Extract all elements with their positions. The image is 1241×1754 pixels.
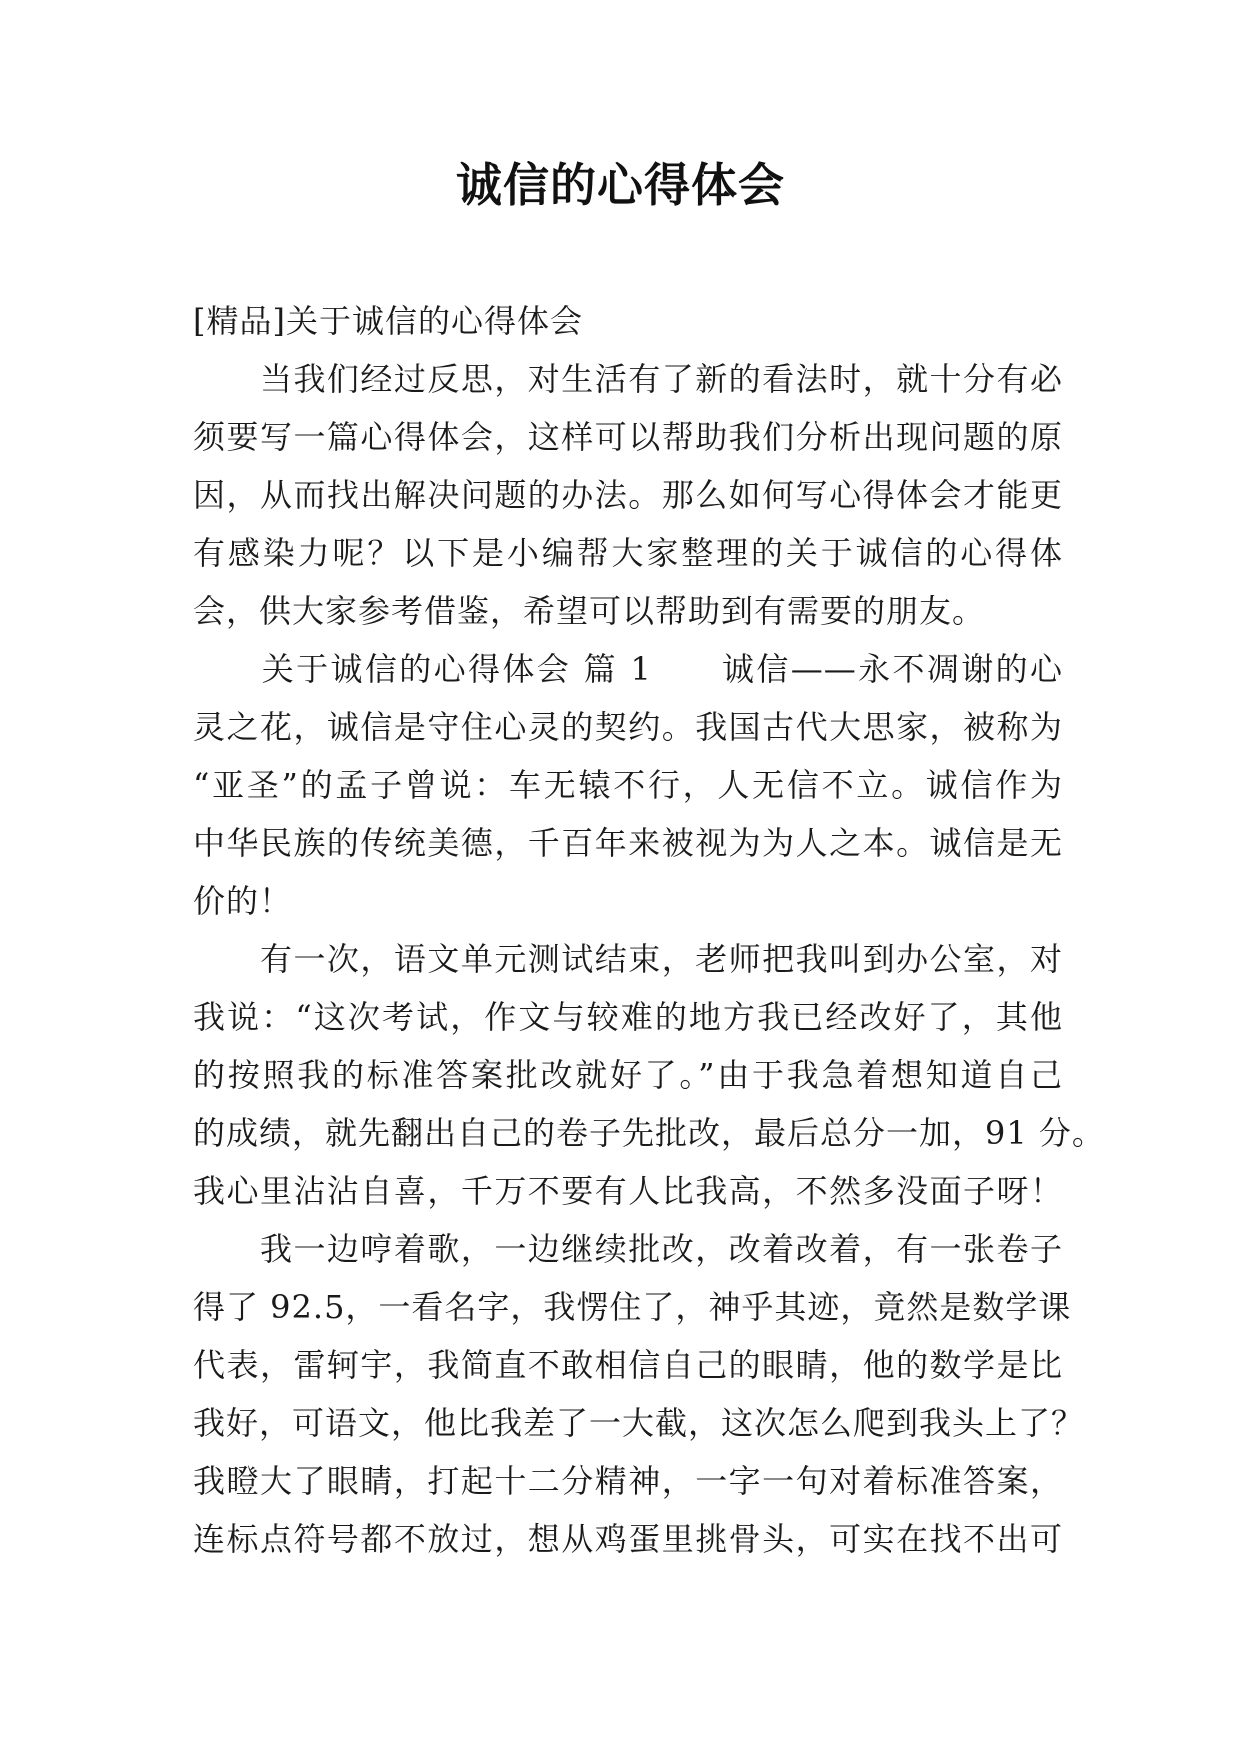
body-line: 的成绩，就先翻出自己的卷子先批改，最后总分一加，91 分。 [193,1114,1105,1152]
body-line: 得了 92.5，一看名字，我愣住了，神乎其迹，竟然是数学课 [193,1288,1072,1326]
body-line: 连标点符号都不放过，想从鸡蛋里挑骨头，可实在找不出可 [193,1520,1063,1558]
body-line: 因，从而找出解决问题的办法。那么如何写心得体会才能更 [193,476,1063,514]
body-line: 当我们经过反思，对生活有了新的看法时，就十分有必 [193,360,1063,398]
body-line: 有一次，语文单元测试结束，老师把我叫到办公室，对 [193,940,1063,978]
body-line: 我一边哼着歌，一边继续批改，改着改着，有一张卷子 [193,1230,1063,1268]
document-body [193,292,1105,1568]
body-line: 我瞪大了眼睛，打起十二分精神，一字一句对着标准答案， [193,1462,1063,1500]
body-line: 我说：“这次考试，作文与较难的地方我已经改好了，其他 [193,998,1063,1036]
document-title: 诚信的心得体会 [456,158,785,212]
body-line: 代表，雷轲宇，我简直不敢相信自己的眼睛，他的数学是比 [193,1346,1063,1384]
body-line: 有感染力呢？以下是小编帮大家整理的关于诚信的心得体 [193,534,1063,572]
body-line: 价的！ [193,882,293,920]
body-line: 须要写一篇心得体会，这样可以帮助我们分析出现问题的原 [193,418,1063,456]
body-line: 会，供大家参考借鉴，希望可以帮助到有需要的朋友。 [193,592,986,630]
body-line: 的按照我的标准答案批改就好了。”由于我急着想知道自己 [193,1056,1063,1094]
body-line: 我好，可语文，他比我差了一大截，这次怎么爬到我头上了？ [193,1404,1085,1442]
body-line: 关于诚信的心得体会 篇 1 诚信——永不凋谢的心 [193,650,1063,688]
body-line: 中华民族的传统美德，千百年来被视为为人之本。诚信是无 [193,824,1063,862]
body-line: 灵之花，诚信是守住心灵的契约。我国古代大思家，被称为 [193,708,1063,746]
subtitle-line: [精品]关于诚信的心得体会 [193,302,583,340]
body-line: 我心里沾沾自喜，千万不要有人比我高，不然多没面子呀！ [193,1172,1063,1210]
body-line: “亚圣”的孟子曾说：车无辕不行，人无信不立。诚信作为 [193,766,1063,804]
